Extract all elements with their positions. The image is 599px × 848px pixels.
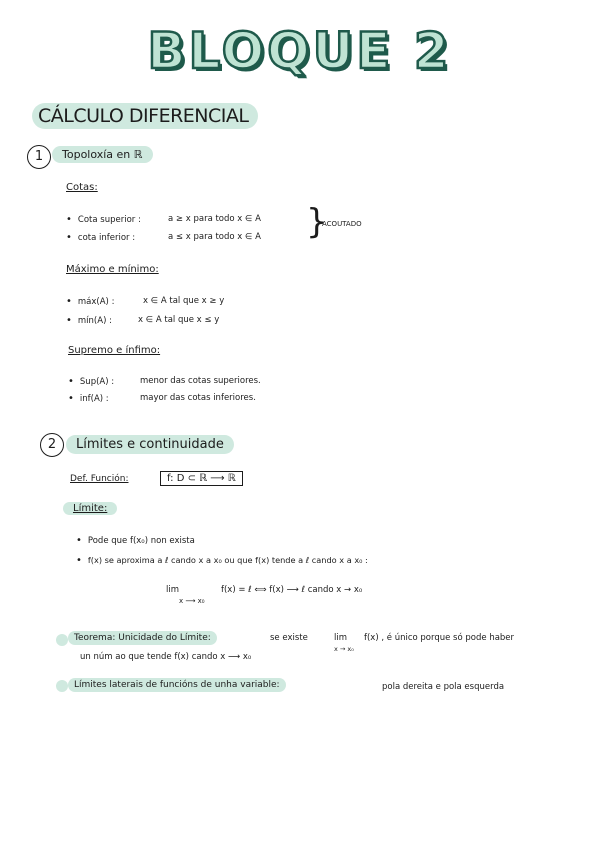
- teorema-lim: lim: [334, 633, 348, 643]
- teorema-dot: [56, 634, 68, 646]
- formula-sub: x ⟶ x₀: [179, 597, 205, 605]
- teorema-rest: f(x) , é único porque só pode haber: [364, 633, 515, 643]
- brace-symbol: }: [306, 202, 328, 242]
- sup-label: • Sup(A) :: [68, 376, 114, 387]
- max-expr: x ∈ A tal que x ≥ y: [143, 296, 225, 306]
- max-label: • máx(A) :: [66, 296, 114, 307]
- part-1-number: 1: [27, 145, 51, 169]
- cota-superior-label: • Cota superior :: [66, 214, 141, 225]
- min-label: • mín(A) :: [66, 315, 112, 326]
- maxmin-heading: Máximo e mínimo:: [66, 264, 159, 275]
- bullet-aproxima: • f(x) se aproxima a ℓ cando x a x₀ ou que f(x) tende a ℓ cando x a x₀ :: [76, 555, 368, 566]
- formula-lim: lim: [166, 585, 180, 595]
- cota-inferior-label: • cota inferior :: [66, 232, 135, 243]
- inf-expr: mayor das cotas inferiores.: [140, 393, 256, 403]
- bullet-pode-que: • Pode que f(x₀) non exista: [76, 535, 195, 546]
- teorema-sub: x → x₀: [334, 645, 354, 653]
- cota-superior-expr: a ≥ x para todo x ∈ A: [168, 214, 261, 224]
- inf-label: • inf(A) :: [68, 393, 109, 404]
- acoutado-label: ACOUTADO: [322, 220, 362, 228]
- laterais-text: pola dereita e pola esquerda: [382, 682, 505, 692]
- laterais-dot: [56, 680, 68, 692]
- sup-expr: menor das cotas superiores.: [140, 376, 261, 386]
- supinf-heading: Supremo e ínfimo:: [68, 345, 161, 356]
- teorema-line2: un núm ao que tende f(x) cando x ⟶ x₀: [80, 652, 252, 662]
- limite-heading: Límite:: [63, 502, 117, 515]
- part-2-number: 2: [40, 433, 64, 457]
- teorema-label: Teorema: Unicidade do Límite:: [68, 631, 217, 645]
- section-heading: CÁLCULO DIFERENCIAL: [32, 103, 258, 129]
- teorema-text: se existe: [270, 633, 308, 643]
- laterais-label: Límites laterais de funcións de unha variable:: [68, 678, 286, 692]
- min-expr: x ∈ A tal que x ≤ y: [138, 315, 220, 325]
- cotas-heading: Cotas:: [66, 182, 98, 193]
- cota-inferior-expr: a ≤ x para todo x ∈ A: [168, 232, 261, 242]
- part-2-title: Límites e continuidade: [66, 435, 234, 454]
- def-label: Def. Función:: [70, 474, 129, 484]
- function-definition-box: f: D ⊂ ℝ ⟶ ℝ: [160, 471, 243, 486]
- part-1-title: Topoloxía en ℝ: [52, 146, 153, 163]
- page-title: BLOQUE 2: [147, 22, 452, 80]
- formula-expr: f(x) = ℓ ⟺ f(x) ⟶ ℓ cando x → x₀: [221, 585, 363, 595]
